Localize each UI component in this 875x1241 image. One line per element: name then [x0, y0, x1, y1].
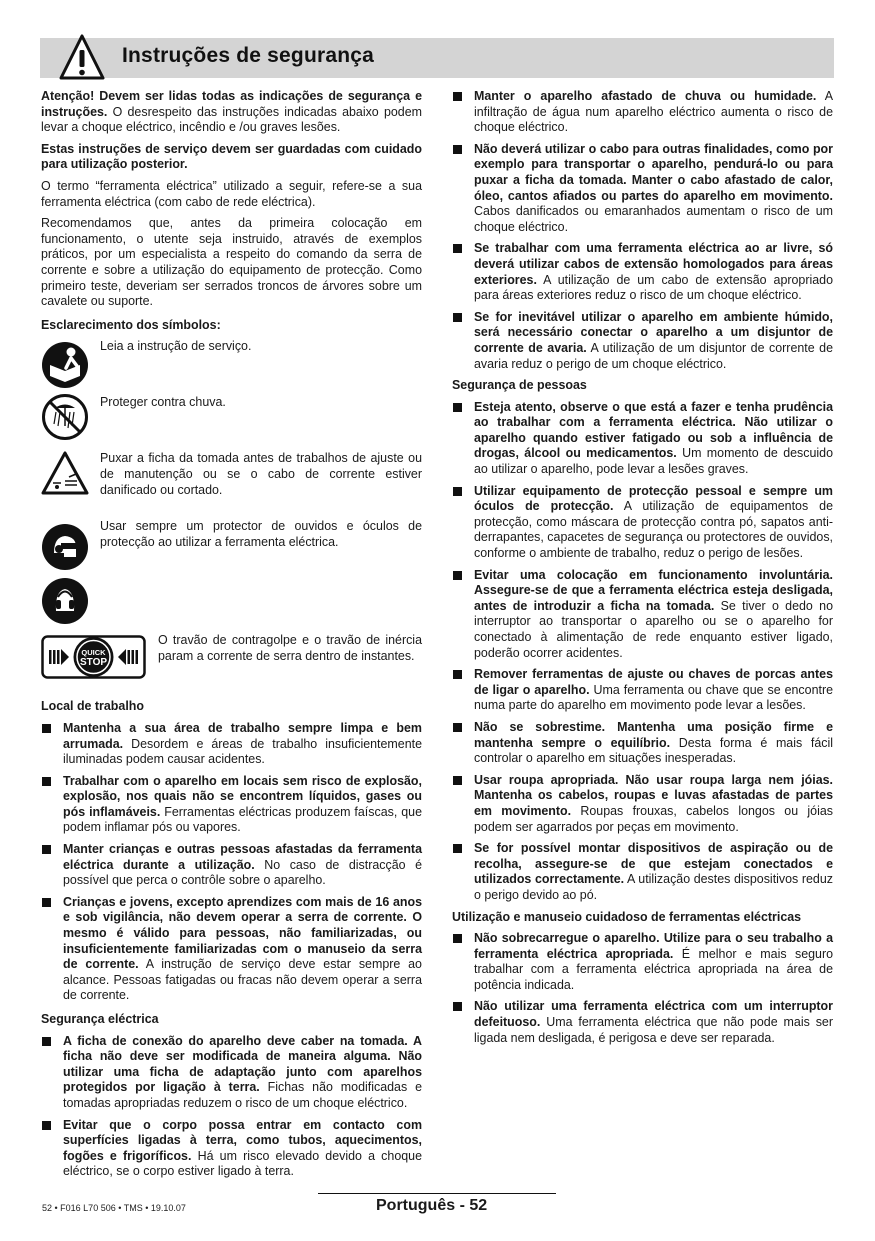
- no-rain-icon: [41, 393, 89, 441]
- list-item: Evitar uma colocação em funcionamento involuntária. Assegure-se de que a ferramenta eléctrica esteja desligada, antes de introduzir a ficha na tomada. Se tiver o dedo no interruptor ao transportar o aparelho ou se o aparelho for conectado à alimentação de rede enquanto estiver ligado, poderão ocorrer acidentes.: [452, 568, 833, 662]
- list-item: Se for possível montar dispositivos de aspiração ou de recolha, assegure-se de que estejam conectados e utilizados correctamente. A utilização destes dispositivos reduz o perigo devido ao pó.: [452, 841, 833, 903]
- list-item: Usar roupa apropriada. Não usar roupa larga nem jóias. Mantenha os cabelos, roupas e luvas afastadas de partes em movimento. Roupas frouxas, cabelos longos ou jóias podem ser agarrados por peças em movimento.: [452, 773, 833, 835]
- symbol-row: [41, 633, 422, 691]
- list-item: Utilizar equipamento de protecção pessoal e sempre um óculos de protecção. A utilização de equipamentos de protecção, como máscara de protecção contra pó, sapatos anti-derrapantes, capacetes de segurança ou protectores de ouvidos, conforme o ambiente de trabalho, reduz o perigo de lesões.: [452, 484, 833, 562]
- electric-heading: Segurança eléctrica: [41, 1012, 159, 1026]
- symbols-heading: Esclarecimento dos símbolos:: [41, 317, 221, 332]
- symbol-text: Leia a instrução de serviço.: [100, 339, 252, 354]
- symbol-text: O travão de contragolpe e o travão de inércia param a corrente de serra dentro de instantes.: [158, 633, 422, 663]
- quick-stop-label-bottom: STOP: [79, 657, 108, 669]
- right-column: [452, 89, 833, 1052]
- list-item: Esteja atento, observe o que está a fazer e tenha prudência ao trabalhar com a ferramenta eléctrica. Não utilizar o aparelho quando estiver fatigado ou sob a influência de drogas, álcool ou medicamentos. Um momento de descuido ao utilizar o aparelho, pode levar a lesões graves.: [452, 400, 833, 478]
- symbol-text: Usar sempre um protector de ouvidos e óculos de protecção ao utilizar a ferramenta eléctrica.: [100, 519, 422, 549]
- read-manual-icon: [41, 341, 89, 389]
- list-item: Remover ferramentas de ajuste ou chaves de porcas antes de ligar o aparelho. Uma ferramenta ou chave que se encontre numa parte do aparelho em movimento pode levar a lesões.: [452, 667, 833, 714]
- tools-list: [452, 931, 833, 1046]
- workplace-heading: Local de trabalho: [41, 699, 144, 714]
- hearing-protection-icon: [41, 577, 89, 625]
- people-list: [452, 400, 833, 904]
- ear-eye-protection-icon: [41, 523, 89, 571]
- people-heading: Segurança de pessoas: [452, 378, 587, 393]
- list-item: Não se sobrestime. Mantenha uma posição firme e mantenha sempre o equilíbrio. Desta forma é mais fácil controlar o aparelho em situações inesperadas.: [452, 720, 833, 767]
- quick-stop-label-top: QUICK: [81, 648, 106, 658]
- footer-language-page: Português - 52: [376, 1197, 488, 1214]
- list-item: Mantenha a sua área de trabalho sempre limpa e bem arrumada. Desordem e áreas de trabalho insuficientemente iluminadas podem causar acidentes.: [41, 721, 422, 768]
- electric-list-continued: [452, 89, 833, 372]
- symbol-text: Puxar a ficha da tomada antes de trabalhos de ajuste ou de manutenção ou se o cabo de corrente estiver danificado ou cortado.: [100, 451, 422, 497]
- keep-instructions: Estas instruções de serviço devem ser guardadas com cuidado para utilização posterior.: [41, 141, 422, 172]
- list-item: Se for inevitável utilizar o aparelho em ambiente húmido, será necessário conectar o aparelho a um disjuntor de corrente de avaria. A utilização de um disjuntor de corrente de avaria reduz o perigo de um choque eléctrico.: [452, 310, 833, 372]
- footer-document-code: 52 • F016 L70 506 • TMS • 19.10.07: [42, 1203, 186, 1213]
- symbol-row: [41, 451, 422, 519]
- symbol-row: [41, 393, 422, 445]
- list-item: Evitar que o corpo possa entrar em contacto com superfícies ligadas à terra, como tubos, aquecimentos, fogões e frigoríficos. Há um risco elevado devido a choque eléctrico, se o corpo estiver ligado à terra.: [41, 1118, 422, 1180]
- footer-rule: [318, 1193, 556, 1194]
- tools-heading: Utilização e manuseio cuidadoso de ferramentas eléctricas: [452, 909, 802, 924]
- left-column: [41, 89, 422, 1186]
- symbol-row: [41, 519, 422, 575]
- list-item: Se trabalhar com uma ferramenta eléctrica ao ar livre, só deverá utilizar cabos de extensão homologados para áreas exteriores. A utilização de um cabo de extensão apropriado para áreas exteriores reduz o risco de um choque eléctrico.: [452, 241, 833, 303]
- page-title: Instruções de segurança: [122, 44, 375, 67]
- workplace-list: [41, 721, 422, 1004]
- list-item: Manter crianças e outras pessoas afastadas da ferramenta eléctrica durante a utilização. No caso de distracção é possível que perca o contrôle sobre o aparelho.: [41, 842, 422, 889]
- list-item: Não sobrecarregue o aparelho. Utilize para o seu trabalho a ferramenta eléctrica apropriada. É melhor e mais seguro trabalhar com a ferramenta eléctrica apropriada na área de potência indicada.: [452, 931, 833, 993]
- intro-paragraph: Atenção! Devem ser lidas todas as indicações de segurança e instruções. O desrespeito das instruções indicadas abaixo podem levar a choque eléctrico, incêndio e /ou graves lesões.: [41, 89, 422, 135]
- term-paragraph: O termo “ferramenta eléctrica” utilizado a seguir, refere-se a sua ferramenta eléctrica (com cabo de rede eléctrica).: [41, 178, 422, 209]
- list-item: Não utilizar uma ferramenta eléctrica com um interruptor defeituoso. Uma ferramenta eléctrica que não pode mais ser ligada nem desligada, é perigosa e deve ser reparada.: [452, 999, 833, 1046]
- warning-triangle-icon: [58, 33, 106, 81]
- electric-list: [41, 1034, 422, 1180]
- quick-stop-icon: [41, 635, 146, 679]
- symbol-row: [41, 339, 422, 391]
- symbol-text: Proteger contra chuva.: [100, 395, 226, 410]
- list-item: Trabalhar com o aparelho em locais sem risco de explosão, explosão, nos quais não se encontrem líquidos, gases ou pós inflamáveis. Ferramentas eléctricas produzem faíscas, que podem inflamar pós ou vapores.: [41, 774, 422, 836]
- recommend-paragraph: Recomendamos que, antes da primeira colocação em funcionamento, o utente seja instruido, através de exemplos práticos, por um especialista a respeito do comando da serra de corrente e sobre a utilização do equipamento de protecção. Como primeiro teste, deveriam ser serrados troncos de árvores sobre um cavalete ou suporte.: [41, 216, 422, 309]
- symbol-row: [41, 575, 422, 633]
- list-item: Crianças e jovens, excepto aprendizes com mais de 16 anos e sob vigilância, não devem operar a serra de corrente. O mesmo é válido para pessoas, não familiarizadas, ou insuficientemente familiarizadas com o manuseio da serra de corrente. A instrução de serviço deve estar sempre ao alcance. Pessoas fatigadas ou fracas não devem operar a serra de corrente.: [41, 895, 422, 1004]
- list-item: A ficha de conexão do aparelho deve caber na tomada. A ficha não deve ser modificada de maneira alguma. Não utilizar uma ficha de adaptação junto com aparelhos protegidos por ligação à terra. Fichas não modificadas e tomadas apropriadas reduzem o risco de um choque eléctrico.: [41, 1034, 422, 1112]
- unplug-warning-icon: [41, 451, 89, 495]
- list-item: Não deverá utilizar o cabo para outras finalidades, como por exemplo para transportar o aparelho, pendurá-lo ou para puxar a ficha da tomada. Manter o cabo afastado de calor, óleo, cantos afiados ou partes do aparelho em movimento. Cabos danificados ou emaranhados aumentam o risco de um choque eléctrico.: [452, 142, 833, 236]
- list-item: Manter o aparelho afastado de chuva ou humidade. A infiltração de água num aparelho eléctrico aumenta o risco de choque eléctrico.: [452, 89, 833, 136]
